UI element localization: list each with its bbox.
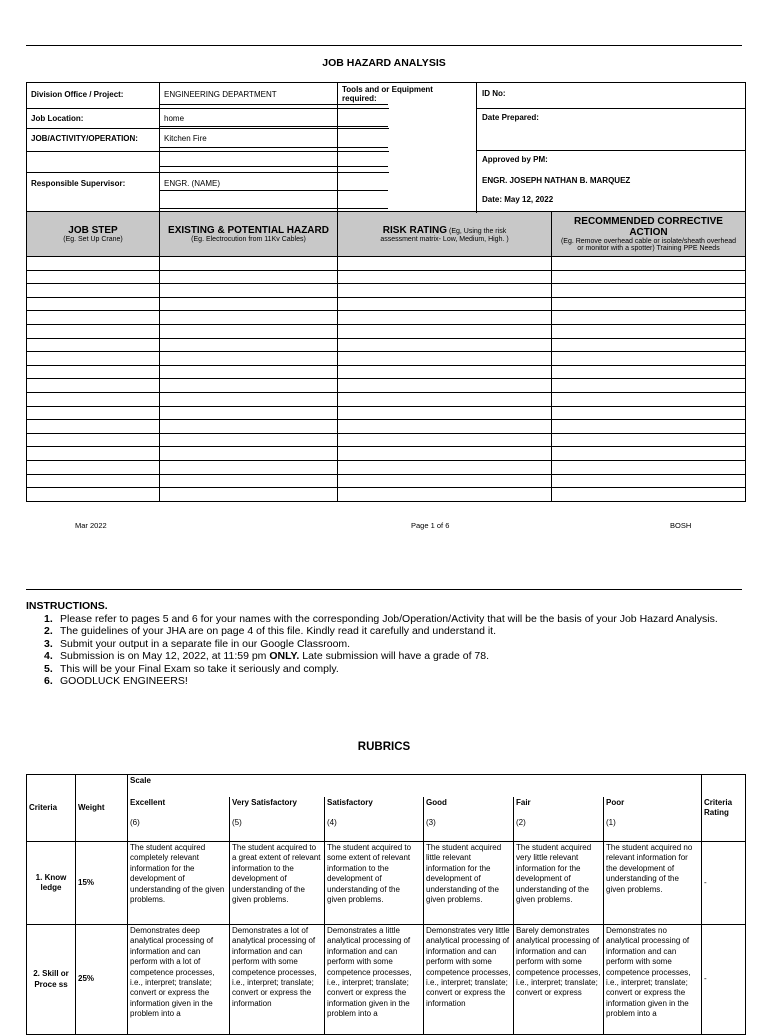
jha-cell (27, 447, 160, 461)
instruction-item: 5. This will be your Final Exam so take it seriously and comply. (44, 662, 339, 675)
jha-cell (160, 379, 338, 393)
jha-cell (552, 365, 746, 379)
jha-cell (338, 488, 552, 502)
jha-cell (160, 433, 338, 447)
top-rule (26, 45, 742, 46)
jha-cell (552, 433, 746, 447)
jha-cell (27, 284, 160, 298)
rubrics-table (26, 774, 746, 1035)
jha-cell (160, 311, 338, 325)
rubric-row (27, 925, 746, 1035)
level-score: (1) (604, 817, 702, 842)
level-name: Fair (514, 797, 604, 817)
jha-cell (338, 297, 552, 311)
jha-cell (27, 338, 160, 352)
jha-row (27, 338, 746, 352)
jha-cell (27, 257, 160, 271)
jha-cell (160, 392, 338, 406)
level-name: Good (424, 797, 514, 817)
instructions-title: INSTRUCTIONS. (26, 600, 108, 612)
weight-header: Weight (76, 775, 128, 842)
jha-cell (552, 420, 746, 434)
page-title: JOB HAZARD ANALYSIS (322, 57, 446, 69)
rubric-cell: Demonstrates deep analytical processing of information and can perform with a lot of competence processes, i.e., interpret; translate; convert or express the information given in the problem into a (128, 925, 230, 1035)
level-score: (2) (514, 817, 604, 842)
jha-cell (160, 352, 338, 366)
division-label: Division Office / Project: (31, 90, 124, 99)
jha-row (27, 365, 746, 379)
jha-cell (160, 324, 338, 338)
jha-row (27, 297, 746, 311)
jha-cell (338, 338, 552, 352)
instruction-item: 4. Submission is on May 12, 2022, at 11:59 pm ONLY. Late submission will have a grade of 78. (44, 650, 490, 663)
level-name: Very Satisfactory (230, 797, 325, 817)
criteria-header: Criteria (27, 775, 76, 842)
jha-row (27, 284, 746, 298)
jha-cell (552, 311, 746, 325)
jha-cell (338, 460, 552, 474)
rubric-cell: The student acquired completely relevant information for the development of understanding of the given problems. (128, 842, 230, 925)
level-score: (5) (230, 817, 325, 842)
criteria-rating-header: Criteria Rating (702, 775, 746, 842)
jha-row (27, 311, 746, 325)
level-name: Satisfactory (325, 797, 424, 817)
jha-cell (552, 297, 746, 311)
jha-cell (160, 338, 338, 352)
jha-cell (338, 379, 552, 393)
jha-cell (552, 352, 746, 366)
jha-row (27, 420, 746, 434)
scale-header: Scale (128, 775, 702, 797)
location-value: home (164, 114, 185, 123)
jha-cell (27, 474, 160, 488)
jha-row (27, 460, 746, 474)
level-score: (4) (325, 817, 424, 842)
jha-cell (160, 474, 338, 488)
jha-cell (552, 284, 746, 298)
jha-cell (338, 352, 552, 366)
col-header-risk-rating: RISK RATING (Eg, Using the risk assessment matrix- Low, Medium, High. ) (338, 212, 552, 257)
col-header-corrective-action: RECOMMENDED CORRECTIVE ACTION (Eg. Remove overhead cable or isolate/sheath overhead or monitor with a spotter) Training PPE Needs (552, 212, 746, 257)
jha-cell (338, 365, 552, 379)
jha-cell (160, 488, 338, 502)
jha-row (27, 270, 746, 284)
rubric-cell: Barely demonstrates analytical processing of information and can perform with some competence processes, i.e., interpret; translate; convert or express (514, 925, 604, 1035)
rubric-cell: Demonstrates a little analytical processing of information and can perform with some competence processes, i.e., interpret; translate; convert or express the information given in the problem into a (325, 925, 424, 1035)
rubric-cell: The student acquired little relevant information for the development of understanding of the given problems. (424, 842, 514, 925)
page-divider-rule (26, 589, 742, 590)
jha-cell (27, 488, 160, 502)
jha-cell (27, 392, 160, 406)
jha-cell (338, 257, 552, 271)
jha-row (27, 433, 746, 447)
jha-cell (160, 270, 338, 284)
jha-cell (338, 270, 552, 284)
jha-cell (338, 420, 552, 434)
job-value: Kitchen Fire (164, 134, 207, 143)
jha-cell (338, 447, 552, 461)
jha-row (27, 392, 746, 406)
jha-cell (27, 406, 160, 420)
jha-cell (160, 297, 338, 311)
jha-row (27, 257, 746, 271)
jha-cell (552, 392, 746, 406)
rubrics-title: RUBRICS (357, 741, 411, 753)
jha-row (27, 324, 746, 338)
jha-cell (338, 392, 552, 406)
level-score: (3) (424, 817, 514, 842)
jha-cell (338, 311, 552, 325)
jha-cell (27, 433, 160, 447)
col-header-job-step: JOB STEP (Eg. Set Up Crane) (27, 212, 160, 257)
jha-cell (160, 257, 338, 271)
jha-cell (338, 433, 552, 447)
jha-cell (27, 420, 160, 434)
jha-form-table (26, 82, 746, 502)
rating-cell: - (702, 842, 746, 925)
date-value: Date: May 12, 2022 (482, 195, 554, 204)
location-label: Job Location: (31, 114, 84, 123)
jha-cell (552, 474, 746, 488)
jha-cell (27, 352, 160, 366)
criterion-cell: 1. Know ledge (27, 842, 76, 925)
jha-cell (27, 270, 160, 284)
underline (159, 104, 388, 105)
jha-cell (552, 460, 746, 474)
rubric-cell: The student acquired to a great extent of relevant information to the development of understanding of the given problems. (230, 842, 325, 925)
instruction-item: 1. Please refer to pages 5 and 6 for your names with the corresponding Job/Operation/Activity that will be the basis of your Job Hazard Analysis. (44, 613, 718, 625)
jha-cell (27, 324, 160, 338)
jha-cell (552, 488, 746, 502)
jha-cell (338, 284, 552, 298)
jha-cell (552, 447, 746, 461)
weight-cell: 15% (76, 842, 128, 925)
id-label: ID No: (482, 89, 506, 98)
jha-cell (338, 324, 552, 338)
jha-cell (338, 474, 552, 488)
jha-cell (552, 324, 746, 338)
criterion-cell: 2. Skill or Proce ss (27, 925, 76, 1035)
division-value: ENGINEERING DEPARTMENT (164, 90, 277, 99)
jha-row (27, 474, 746, 488)
jha-row (27, 447, 746, 461)
jha-cell (160, 365, 338, 379)
jha-cell (552, 406, 746, 420)
jha-cell (552, 270, 746, 284)
jha-cell (552, 379, 746, 393)
jha-row (27, 379, 746, 393)
jha-cell (160, 284, 338, 298)
jha-cell (27, 365, 160, 379)
instructions-list (44, 613, 734, 687)
jha-cell (27, 460, 160, 474)
instruction-item: 6. GOODLUCK ENGINEERS! (44, 675, 188, 688)
jha-cell (27, 379, 160, 393)
jha-cell (552, 257, 746, 271)
col-header-hazard: EXISTING & POTENTIAL HAZARD (Eg. Electrocution from 11Kv Cables) (160, 212, 338, 257)
rubric-row (27, 842, 746, 925)
jha-cell (160, 406, 338, 420)
approved-label: Approved by PM: (482, 155, 548, 164)
weight-cell: 25% (76, 925, 128, 1035)
jha-cell (552, 338, 746, 352)
rubric-cell: The student acquired no relevant information for the development of understanding of the given problems. (604, 842, 702, 925)
jha-empty-rows (27, 257, 746, 502)
jha-cell (27, 297, 160, 311)
level-score: (6) (128, 817, 230, 842)
instruction-item: 3. Submit your output in a separate file in our Google Classroom. (44, 637, 351, 650)
supervisor-value: ENGR. (NAME) (164, 179, 220, 188)
jha-cell (160, 420, 338, 434)
jha-cell (160, 447, 338, 461)
rating-cell: - (702, 925, 746, 1035)
level-name: Excellent (128, 797, 230, 817)
jha-row (27, 488, 746, 502)
job-label: JOB/ACTIVITY/OPERATION: (31, 134, 138, 143)
footer-right: BOSH (670, 521, 692, 530)
rubric-cell: Demonstrates very little analytical processing of information and can perform with some competence processes, i.e., interpret; translate; convert or express the information (424, 925, 514, 1035)
approver-name: ENGR. JOSEPH NATHAN B. MARQUEZ (482, 176, 631, 185)
level-name: Poor (604, 797, 702, 817)
jha-cell (27, 311, 160, 325)
rubric-cell: Demonstrates a lot of analytical processing of information and can perform with some competence processes, i.e., interpret; translate; convert or express the information (230, 925, 325, 1035)
rubric-cell: The student acquired very little relevant information for the development of understanding of the given problems. (514, 842, 604, 925)
supervisor-label: Responsible Supervisor: (31, 179, 126, 188)
tools-label: Tools and or Equipment required: (342, 85, 433, 103)
date-prepared-label: Date Prepared: (482, 113, 539, 122)
footer-left: Mar 2022 (75, 521, 107, 530)
instruction-item: 2. The guidelines of your JHA are on page 4 of this file. Kindly read it carefully and understand it. (44, 625, 497, 638)
jha-row (27, 406, 746, 420)
jha-cell (338, 406, 552, 420)
rubric-cell: Demonstrates no analytical processing of information and can perform with some competence processes, i.e., interpret; translate; convert or express the information given in the problem into a (604, 925, 702, 1035)
footer-center: Page 1 of 6 (411, 521, 450, 530)
rubric-cell: The student acquired to some extent of relevant information to the development of understanding of the given problems. (325, 842, 424, 925)
jha-row (27, 352, 746, 366)
jha-cell (160, 460, 338, 474)
